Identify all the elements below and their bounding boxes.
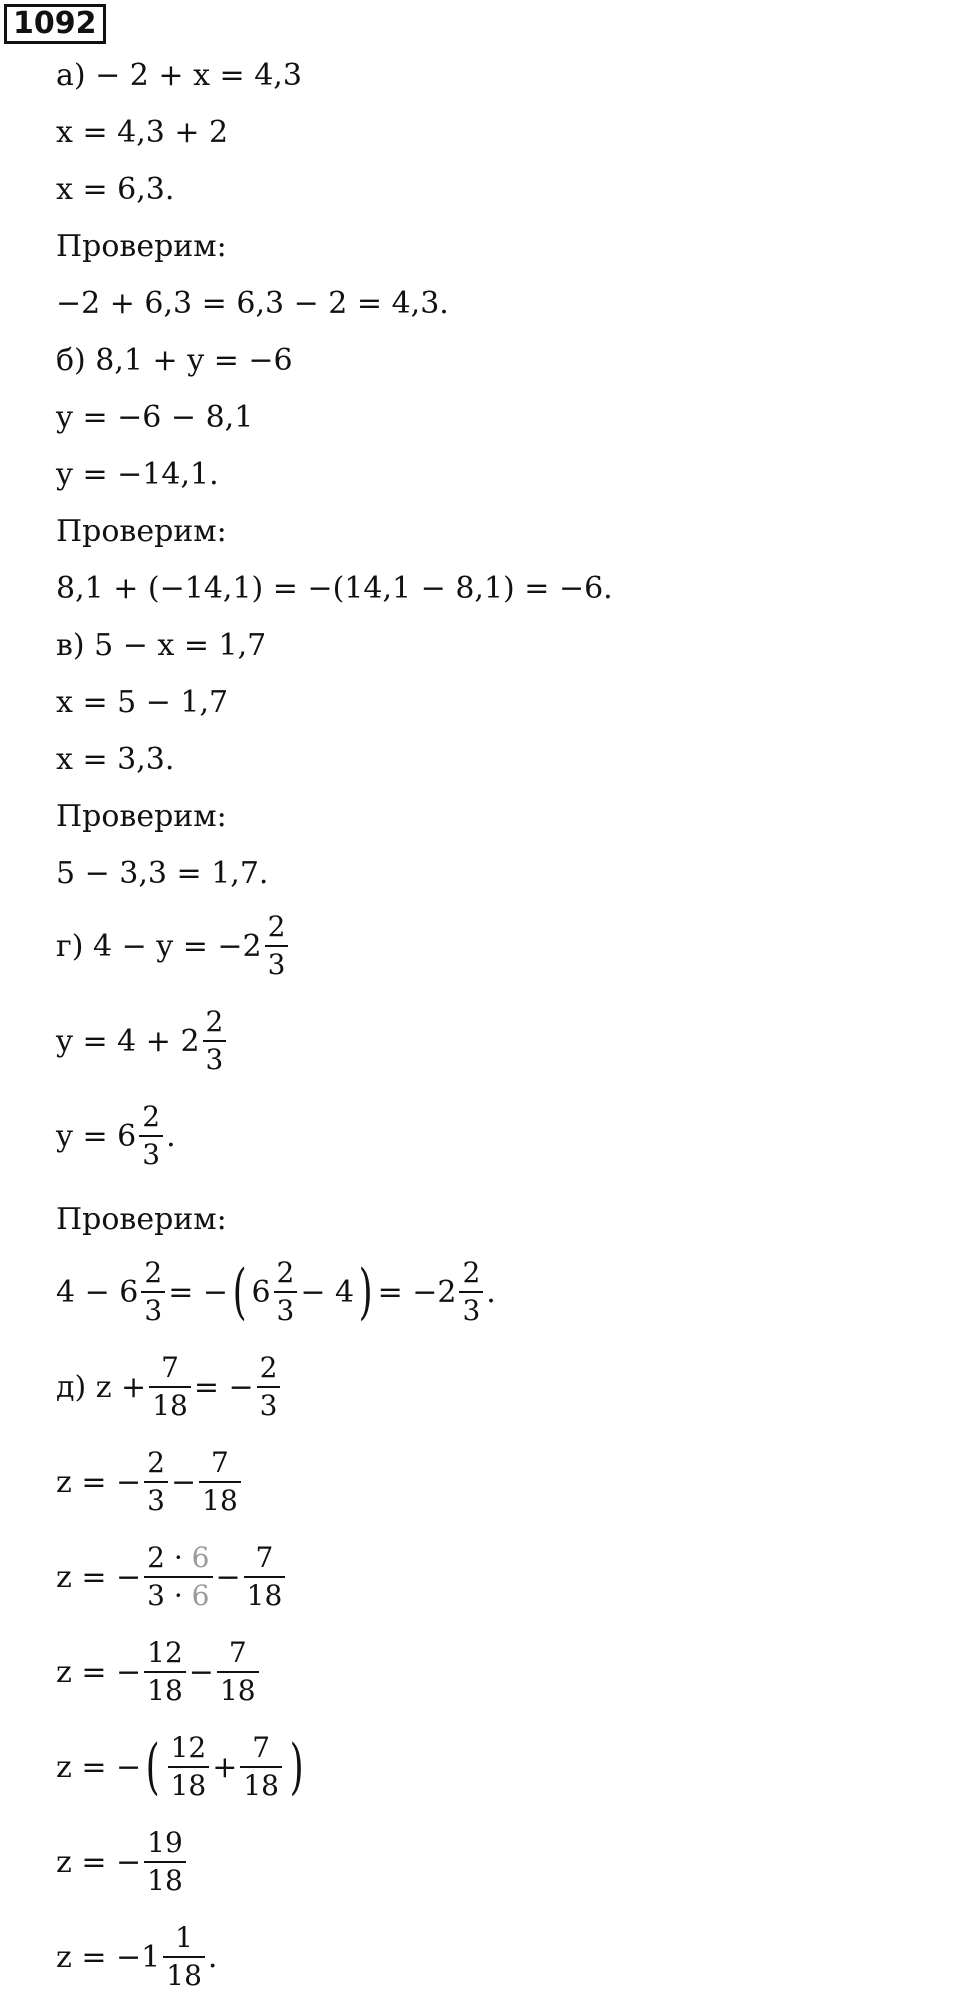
fraction-denominator: 18 [199,1481,241,1516]
numerator-base: 2 · [147,1541,192,1574]
fraction-numerator: 7 [228,1636,247,1669]
fraction-numerator: 2 [462,1256,481,1289]
extension-factor: 6 [191,1579,210,1612]
fraction-numerator: 7 [252,1731,271,1764]
g3-prefix: y = 6 [56,1118,137,1154]
fraction-numerator: 7 [255,1541,274,1574]
line-g-check-label: Проверим: [56,1202,227,1237]
fraction-denominator: 18 [149,1386,191,1421]
line-a-step: x = 4,3 + 2 [56,115,229,150]
d1-part2: = − [193,1369,254,1405]
d1-part1: д) z + [56,1369,147,1405]
fraction [217,1638,259,1706]
fraction [265,912,289,980]
d4-part2: − [188,1654,214,1690]
line-v-check: 5 − 3,3 = 1,7. [56,856,269,891]
fraction [240,1733,282,1801]
fraction-denominator: 18 [144,1671,186,1706]
fraction-numerator: 12 [147,1636,183,1669]
line-v-step: x = 5 − 1,7 [56,685,229,720]
fraction [459,1258,483,1326]
fraction-denominator: 3 [203,1040,227,1075]
g5-part4: − 4 [300,1274,355,1310]
left-paren: ( [145,1732,160,1802]
line-g-step [56,1007,229,1075]
problem-number-badge: 1092 [4,4,106,44]
fraction [144,1828,186,1896]
fraction-denominator: 3 [265,945,289,980]
line-a-check: −2 + 6,3 = 6,3 − 2 = 4,3. [56,286,449,321]
g2-prefix: y = 4 + 2 [56,1023,200,1059]
d6-part1: z = − [56,1844,142,1880]
line-v-result: x = 3,3. [56,742,175,777]
fraction-numerator: 1 [175,1921,193,1954]
fraction-numerator: 2 [267,910,286,943]
d2-part1: z = − [56,1464,142,1500]
g3-suffix: . [166,1118,176,1154]
fraction-numerator: 2 [276,1256,295,1289]
right-paren: ) [289,1732,304,1802]
fraction-denominator: 3 [144,1481,168,1516]
fraction [139,1102,163,1170]
line-g-equation [56,912,291,980]
g5-part2: = − [168,1274,229,1310]
fraction [257,1353,281,1421]
fraction-denominator: 18 [168,1766,210,1801]
line-b-step: y = −6 − 8,1 [56,400,254,435]
line-b-result: y = −14,1. [56,457,219,492]
line-d-step1 [56,1448,244,1516]
fraction-denominator: 18 [144,1861,186,1896]
d4-part1: z = − [56,1654,142,1690]
fraction-numerator: 2 [205,1005,224,1038]
fraction-numerator: 7 [161,1351,179,1384]
fraction-denominator: 3 [257,1386,281,1421]
fraction-denominator: 18 [163,1956,205,1991]
fraction [144,1638,186,1706]
fraction-denominator: 3 [139,1135,163,1170]
line-g-check [56,1258,496,1326]
left-paren: ( [232,1257,247,1327]
line-v-check-label: Проверим: [56,799,227,834]
d3-part2: − [215,1559,241,1595]
fraction-numerator: 12 [170,1731,207,1764]
line-b-check: 8,1 + (−14,1) = −(14,1 − 8,1) = −6. [56,571,613,606]
fraction [168,1733,210,1801]
line-d-step4 [56,1733,308,1801]
line-b-check-label: Проверим: [56,514,227,549]
line-d-step5 [56,1828,189,1896]
fraction-numerator: 2 [147,1446,165,1479]
line-g-result [56,1102,176,1170]
fraction-numerator: 2 [142,1100,161,1133]
line-d-result [56,1923,217,1991]
fraction-numerator: 19 [147,1826,183,1859]
g5-part6: . [486,1274,496,1310]
fraction-numerator: 2 [259,1351,278,1384]
fraction [244,1543,286,1611]
fraction-denominator [144,1576,212,1611]
g5-part5: = −2 [377,1274,457,1310]
fraction-denominator: 3 [459,1291,483,1326]
d7-part2: . [207,1939,218,1975]
fraction [199,1448,241,1516]
fraction-denominator: 3 [141,1291,165,1326]
line-d-step3 [56,1638,262,1706]
d5-part1: z = − [56,1749,142,1785]
line-a-result: x = 6,3. [56,172,175,207]
g5-part3: 6 [251,1274,271,1310]
denominator-base: 3 · [147,1579,192,1612]
d7-part1: z = −1 [56,1939,161,1975]
fraction [149,1353,191,1421]
g1-prefix: г) 4 − y = −2 [56,928,262,964]
line-d-equation [56,1353,283,1421]
fraction [144,1543,212,1611]
fraction [141,1258,165,1326]
fraction-numerator: 2 [144,1256,163,1289]
fraction-numerator [144,1543,212,1576]
g5-part1: 4 − 6 [56,1274,139,1310]
fraction-denominator: 18 [217,1671,259,1706]
fraction-denominator: 18 [240,1766,282,1801]
line-a-equation: а) − 2 + x = 4,3 [56,58,302,93]
d2-part2: − [170,1464,197,1500]
extension-factor: 6 [191,1541,210,1574]
fraction [163,1923,205,1991]
right-paren: ) [358,1257,373,1327]
d3-part1: z = − [56,1559,142,1595]
d5-part2: + [212,1749,238,1785]
fraction [203,1007,227,1075]
fraction-denominator: 18 [244,1576,286,1611]
line-v-equation: в) 5 − x = 1,7 [56,628,267,663]
fraction [274,1258,298,1326]
fraction [144,1448,168,1516]
line-a-check-label: Проверим: [56,229,227,264]
line-b-equation: б) 8,1 + y = −6 [56,343,293,378]
line-d-step2 [56,1543,288,1611]
fraction-numerator: 7 [211,1446,229,1479]
fraction-denominator: 3 [274,1291,298,1326]
